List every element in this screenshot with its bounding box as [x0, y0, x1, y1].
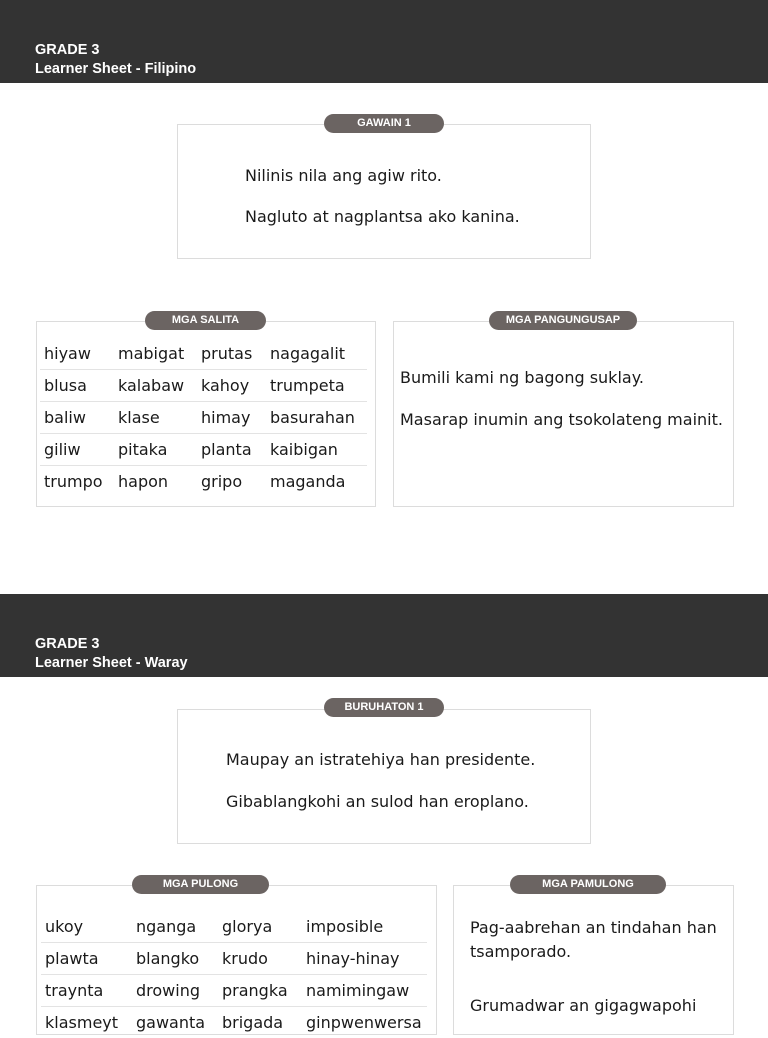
word-cell: namimingaw — [302, 975, 427, 1007]
word-cell: prutas — [197, 338, 266, 370]
word-cell: gripo — [197, 466, 266, 498]
word-cell: traynta — [41, 975, 132, 1007]
word-cell: plawta — [41, 943, 132, 975]
word-cell: gawanta — [132, 1007, 218, 1038]
sheet2-subtitle: Learner Sheet - Waray — [35, 654, 188, 672]
word-cell: himay — [197, 402, 266, 434]
word-cell: brigada — [218, 1007, 302, 1038]
sheet1-sentence-2: Masarap inumin ang tsokolateng mainit. — [400, 410, 723, 430]
sheet2-grade: GRADE 3 — [35, 635, 99, 653]
sheet2-sentences-label: MGA PAMULONG — [510, 875, 666, 894]
word-cell: trumpeta — [266, 370, 367, 402]
word-cell: trumpo — [40, 466, 114, 498]
sheet2-activity-sentence-1: Maupay an istratehiya han presidente. — [226, 750, 535, 770]
sheet1-sentences-label: MGA PANGUNGUSAP — [489, 311, 637, 330]
sheet1-grade: GRADE 3 — [35, 41, 99, 59]
sheet2-sentence-2: Grumadwar an gigagwapohi — [470, 996, 696, 1016]
word-cell: planta — [197, 434, 266, 466]
word-cell: pitaka — [114, 434, 197, 466]
word-cell: drowing — [132, 975, 218, 1007]
word-cell: hapon — [114, 466, 197, 498]
table-row — [41, 1007, 427, 1038]
sheet2-header — [0, 594, 768, 677]
word-cell: nagagalit — [266, 338, 367, 370]
sheet1-words-table — [40, 338, 367, 497]
word-cell: prangka — [218, 975, 302, 1007]
word-cell: hinay-hinay — [302, 943, 427, 975]
word-cell: ukoy — [41, 911, 132, 943]
word-cell: blusa — [40, 370, 114, 402]
sheet2-activity-sentence-2: Gibablangkohi an sulod han eroplano. — [226, 792, 529, 812]
table-row — [40, 338, 367, 370]
sheet1-header — [0, 0, 768, 83]
sheet1-activity-box — [177, 124, 591, 259]
word-cell: klasmeyt — [41, 1007, 132, 1038]
word-cell: krudo — [218, 943, 302, 975]
word-cell: glorya — [218, 911, 302, 943]
sheet1-activity-label: GAWAIN 1 — [324, 114, 444, 133]
word-cell: ginpwenwersa — [302, 1007, 427, 1038]
sheet2-activity-label: BURUHATON 1 — [324, 698, 444, 717]
table-row — [41, 975, 427, 1007]
word-cell: nganga — [132, 911, 218, 943]
table-row — [40, 370, 367, 402]
sheet1-sentence-1: Bumili kami ng bagong suklay. — [400, 368, 644, 388]
sheet2-words-table — [41, 911, 427, 1038]
word-cell: kahoy — [197, 370, 266, 402]
word-cell: imposible — [302, 911, 427, 943]
sheet2-activity-box — [177, 709, 591, 844]
sheet1-subtitle: Learner Sheet - Filipino — [35, 60, 196, 78]
sheet1-activity-sentence-1: Nilinis nila ang agiw rito. — [245, 166, 442, 186]
sheet2-words-label: MGA PULONG — [132, 875, 269, 894]
word-cell: kalabaw — [114, 370, 197, 402]
word-cell: klase — [114, 402, 197, 434]
sheet1-activity-sentence-2: Nagluto at nagplantsa ako kanina. — [245, 207, 520, 227]
word-cell: hiyaw — [40, 338, 114, 370]
word-cell: baliw — [40, 402, 114, 434]
table-row — [40, 434, 367, 466]
table-row — [41, 943, 427, 975]
table-row — [40, 402, 367, 434]
word-cell: mabigat — [114, 338, 197, 370]
word-cell: kaibigan — [266, 434, 367, 466]
sheet2-sentence-1: Pag-aabrehan an tindahan han tsamporado. — [470, 916, 728, 964]
sheet1-words-label: MGA SALITA — [145, 311, 266, 330]
word-cell: maganda — [266, 466, 367, 498]
table-row — [41, 911, 427, 943]
word-cell: basurahan — [266, 402, 367, 434]
table-row — [40, 466, 367, 498]
word-cell: blangko — [132, 943, 218, 975]
word-cell: giliw — [40, 434, 114, 466]
